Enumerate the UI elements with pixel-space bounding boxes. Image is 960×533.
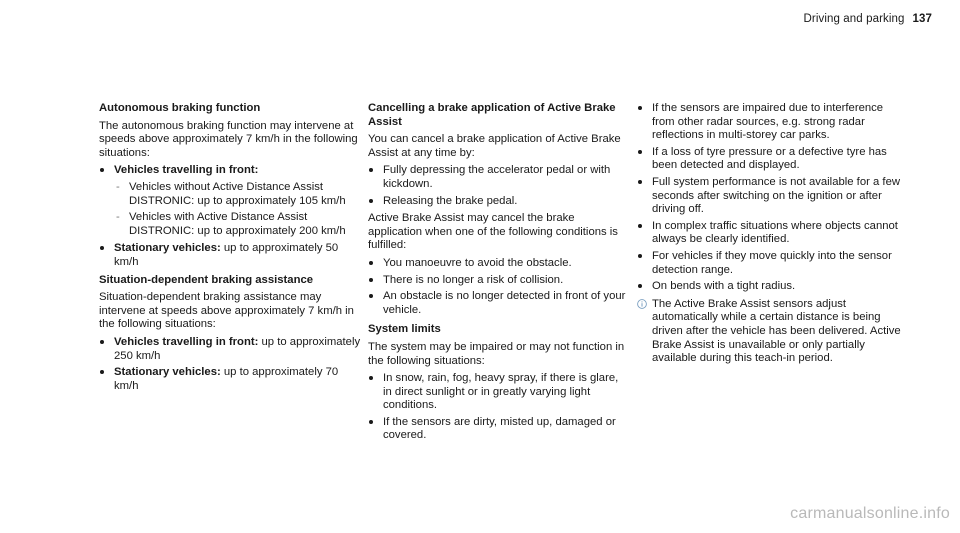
list-item xyxy=(99,366,361,393)
column-3 xyxy=(637,102,907,366)
situation-list xyxy=(99,336,361,393)
item-label: Vehicles travelling in front: xyxy=(114,164,259,177)
sublist-item: - Vehicles without Active Distance Assist DISTRONIC: up to approximately 105 km/h xyxy=(114,181,361,208)
item-text: up to approximately 250 km/h xyxy=(114,335,361,362)
list-item: Releasing the brake pedal. xyxy=(368,195,630,209)
conditions-list xyxy=(368,257,630,317)
paragraph-cancelling: You can cancel a brake application of Active Brake Assist at any time by: xyxy=(368,133,621,159)
paragraph-system-limits: The system may be impaired or may not function in the following situations: xyxy=(368,340,625,367)
list-item xyxy=(99,242,361,269)
heading-cancelling: Cancelling a brake application of Active Brake Assist xyxy=(368,102,616,128)
list-item: If the sensors are impaired due to interference from other radar sources, e.g. strong radar reflections in multi-storey car parks. xyxy=(637,102,907,143)
autonomous-list xyxy=(99,164,361,269)
running-header xyxy=(804,13,932,25)
list-item: You manoeuvre to avoid the obstacle. xyxy=(368,257,630,271)
list-item: In snow, rain, fog, heavy spray, if there is glare, in direct sunlight or in greatly varying light conditions. xyxy=(368,372,630,413)
list-item: Full system performance is not available for a few seconds after switching on the ignition or after driving off. xyxy=(637,176,907,217)
list-item: An obstacle is no longer detected in front of your vehicle. xyxy=(368,290,630,317)
list-item: On bends with a tight radius. xyxy=(637,280,907,294)
list-item: In complex traffic situations where objects cannot always be clearly identified. xyxy=(637,220,907,247)
column-1 xyxy=(99,102,361,397)
column-2 xyxy=(368,102,630,447)
item-label: Vehicles travelling in front: xyxy=(114,335,259,348)
list-item: There is no longer a risk of collision. xyxy=(368,274,630,288)
watermark: carmanualsonline.info xyxy=(790,505,950,522)
item-text: up to approximately 50 km/h xyxy=(114,242,339,268)
paragraph-situation-dependent: Situation-dependent braking assistance may intervene at speeds above approximately 7 km/h in the following situations: xyxy=(99,291,354,331)
info-icon xyxy=(637,299,647,309)
list-item: If a loss of tyre pressure or a defective tyre has been detected and displayed. xyxy=(637,146,907,173)
item-text: up to approximately 70 km/h xyxy=(114,366,339,392)
info-note xyxy=(637,298,907,366)
page-number: 137 xyxy=(912,13,932,25)
list-item: For vehicles if they move quickly into the sensor detection range. xyxy=(637,250,907,277)
limits-list xyxy=(368,372,630,443)
paragraph-conditions: Active Brake Assist may cancel the brake application when one of the following conditions is fulfilled: xyxy=(368,212,618,252)
list-item xyxy=(99,164,361,238)
list-item xyxy=(99,336,361,363)
front-sublist xyxy=(114,181,361,238)
cancel-list xyxy=(368,164,630,208)
heading-system-limits: System limits xyxy=(368,323,441,336)
heading-autonomous-braking: Autonomous braking function xyxy=(99,102,261,114)
heading-situation-dependent: Situation-dependent braking assistance xyxy=(99,273,314,286)
limits-list-continued xyxy=(637,102,907,294)
item-label: Stationary vehicles: xyxy=(114,366,221,379)
item-label: Stationary vehicles: xyxy=(114,242,221,255)
list-item: Fully depressing the accelerator pedal or with kickdown. xyxy=(368,164,630,191)
list-item: If the sensors are dirty, misted up, damaged or covered. xyxy=(368,416,630,443)
sublist-item: - Vehicles with Active Distance Assist DISTRONIC: up to approximately 200 km/h xyxy=(114,211,361,238)
section-title: Driving and parking xyxy=(803,13,905,25)
note-text: The Active Brake Assist sensors adjust automatically while a certain distance is being driven after the vehicle has been delivered. Active Brake Assist is unavailable or only partially available during this teach-in period. xyxy=(652,297,901,365)
paragraph-autonomous-braking: The autonomous braking function may intervene at speeds above approximately 7 km/h in the following situations: xyxy=(99,119,358,159)
